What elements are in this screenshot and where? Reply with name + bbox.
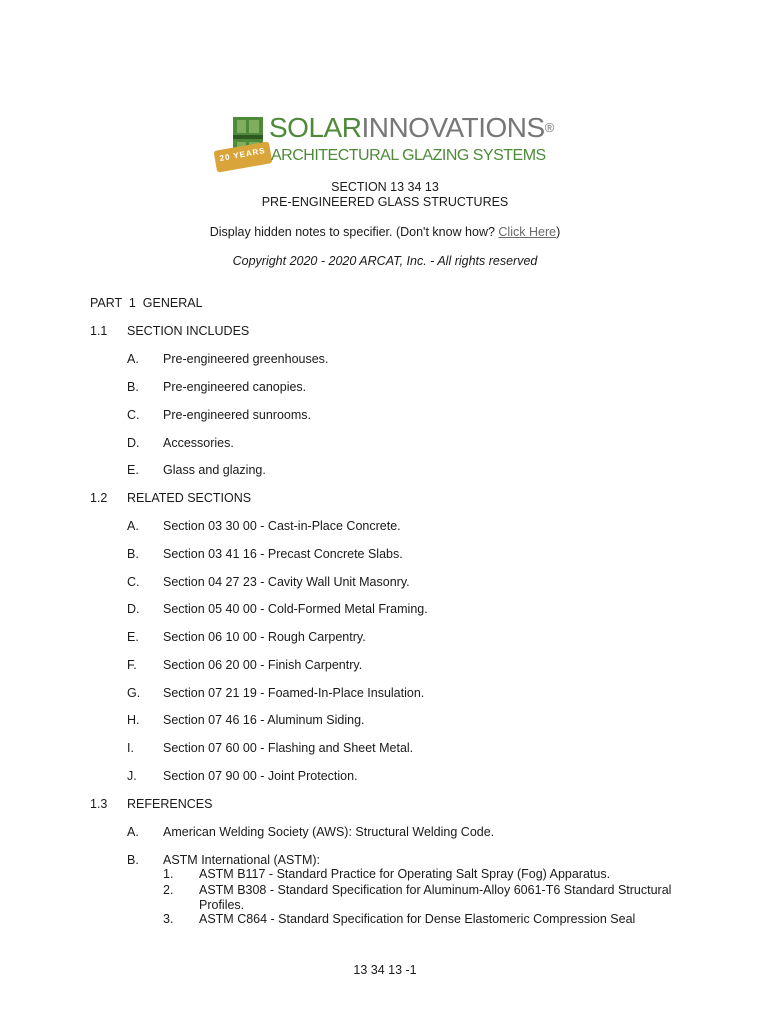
list-item-letter: E.: [127, 630, 139, 644]
list-item-letter: A.: [127, 352, 139, 366]
list-item: Section 06 10 00 - Rough Carpentry.: [163, 630, 366, 644]
list-item: Pre-engineered canopies.: [163, 380, 307, 394]
list-item-letter: H.: [127, 713, 140, 727]
page-number: 13 34 13 -1: [353, 963, 417, 977]
notes-prefix: Display hidden notes to specifier. (Don't know how?: [209, 225, 499, 239]
list-item-letter: D.: [127, 436, 140, 450]
list-item: Section 03 30 00 - Cast-in-Place Concrete.: [163, 519, 401, 533]
sub-item-number: 1.: [163, 867, 174, 881]
list-item: Pre-engineered greenhouses.: [163, 352, 329, 366]
click-here-link[interactable]: Click Here: [498, 225, 557, 239]
sub-list-item-continued: Profiles.: [199, 898, 245, 912]
anniversary-badge: [214, 141, 273, 172]
section-title-includes: SECTION INCLUDES: [127, 324, 250, 338]
section-number-1-2: 1.2: [90, 491, 108, 505]
list-item-letter: D.: [127, 602, 140, 616]
list-item: Section 07 21 19 - Foamed-In-Place Insulation.: [163, 686, 425, 700]
sub-item-number: 3.: [163, 912, 174, 926]
company-logo: [205, 110, 565, 178]
sub-list-item: ASTM B308 - Standard Specification for Aluminum-Alloy 6061-T6 Standard Structural: [199, 883, 672, 897]
list-item: ASTM International (ASTM):: [163, 853, 320, 867]
badge-text: 20 YEARS: [218, 146, 267, 164]
list-item-letter: I.: [127, 741, 134, 755]
section-title: PRE-ENGINEERED GLASS STRUCTURES: [261, 195, 509, 209]
list-item: Section 05 40 00 - Cold-Formed Metal Framing.: [163, 602, 428, 616]
list-item: Section 04 27 23 - Cavity Wall Unit Masonry.: [163, 575, 410, 589]
list-item-letter: B.: [127, 547, 139, 561]
logo-name-solar: SOLAR: [269, 112, 362, 143]
sub-list-item: ASTM B117 - Standard Practice for Operating Salt Spray (Fog) Apparatus.: [199, 867, 611, 881]
list-item-letter: C.: [127, 408, 140, 422]
hidden-notes-line: [0, 225, 770, 239]
list-item: Section 06 20 00 - Finish Carpentry.: [163, 658, 363, 672]
sub-list-item: ASTM C864 - Standard Specification for Dense Elastomeric Compression Seal: [199, 912, 636, 926]
section-number-1-3: 1.3: [90, 797, 108, 811]
list-item-letter: C.: [127, 575, 140, 589]
list-item-letter: G.: [127, 686, 141, 700]
section-number: SECTION 13 34 13: [331, 180, 439, 194]
list-item-letter: E.: [127, 463, 139, 477]
part-heading: PART 1 GENERAL: [90, 296, 203, 310]
list-item: Section 07 90 00 - Joint Protection.: [163, 769, 358, 783]
list-item: Section 07 46 16 - Aluminum Siding.: [163, 713, 365, 727]
list-item: Accessories.: [163, 436, 234, 450]
sub-item-number: 2.: [163, 883, 174, 897]
logo-name-innovations: INNOVATIONS: [361, 112, 545, 143]
notes-suffix: ): [556, 225, 561, 239]
list-item: Pre-engineered sunrooms.: [163, 408, 311, 422]
list-item-letter: A.: [127, 825, 139, 839]
section-title-references: REFERENCES: [127, 797, 213, 811]
list-item-letter: J.: [127, 769, 137, 783]
list-item: Section 07 60 00 - Flashing and Sheet Metal.: [163, 741, 414, 755]
list-item: American Welding Society (AWS): Structural Welding Code.: [163, 825, 495, 839]
list-item-letter: A.: [127, 519, 139, 533]
registered-mark: ®: [544, 120, 554, 135]
list-item-letter: B.: [127, 853, 139, 867]
list-item-letter: F.: [127, 658, 137, 672]
section-number-1-1: 1.1: [90, 324, 108, 338]
section-title-related: RELATED SECTIONS: [127, 491, 252, 505]
logo-wordmark: [269, 112, 554, 144]
list-item: Glass and glazing.: [163, 463, 266, 477]
logo-tagline: ARCHITECTURAL GLAZING SYSTEMS: [271, 147, 546, 164]
list-item: Section 03 41 16 - Precast Concrete Slabs.: [163, 547, 403, 561]
copyright-line: Copyright 2020 - 2020 ARCAT, Inc. - All rights reserved: [232, 254, 538, 268]
list-item-letter: B.: [127, 380, 139, 394]
